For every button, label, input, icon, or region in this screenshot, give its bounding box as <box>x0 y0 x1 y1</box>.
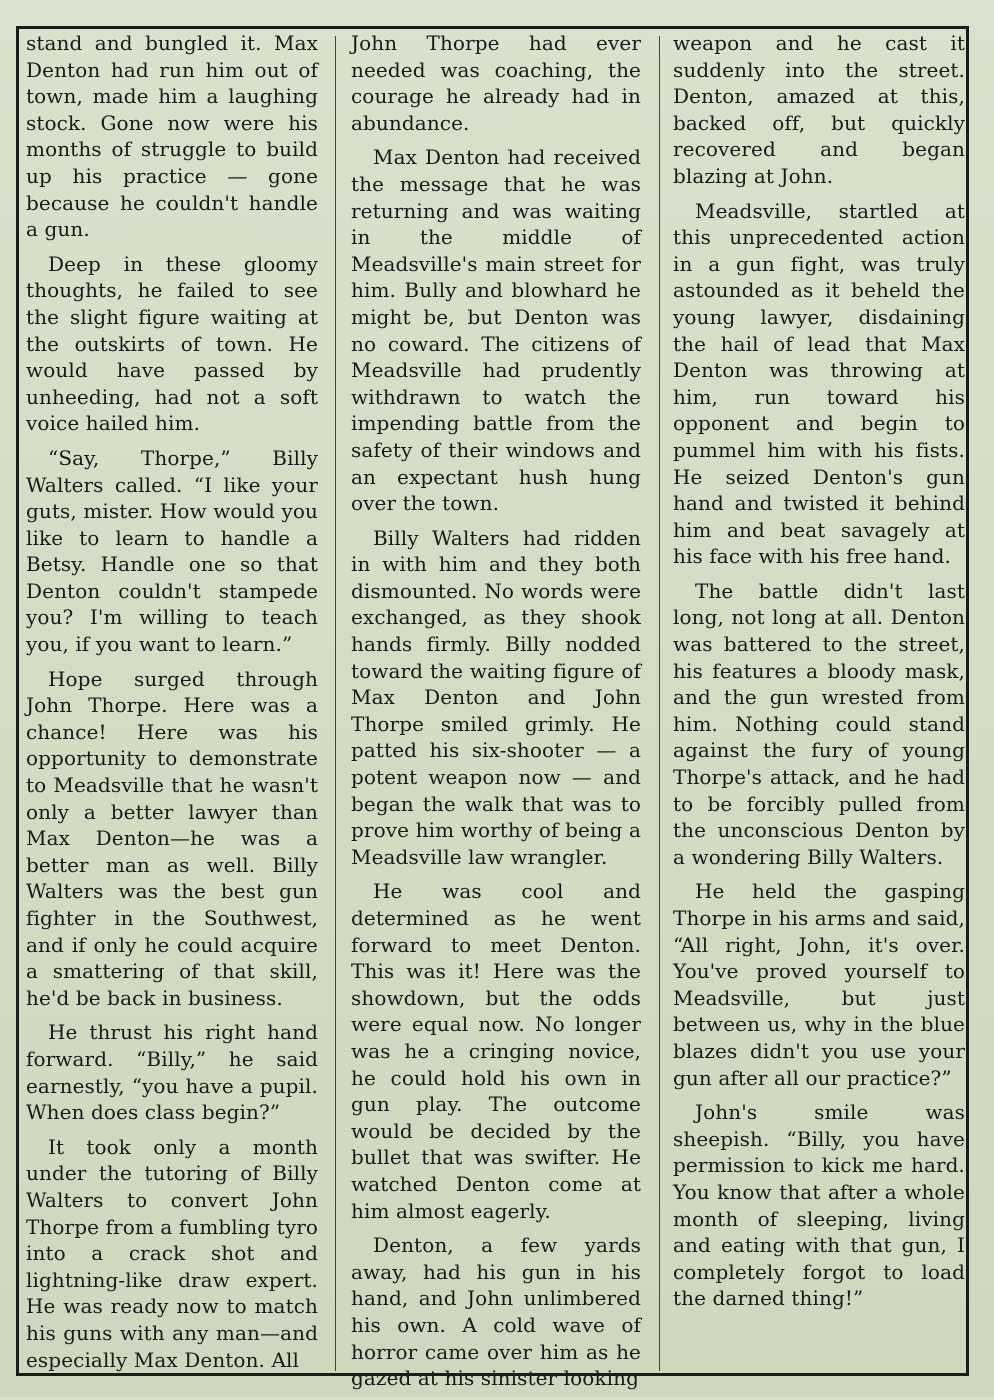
paragraph: He was cool and determined as he went forward to meet Denton. This was it! Here was the showdown, but the odds were equal now. No longer was he a cringing novice, he could hold his own in gun play. The outcome would be decided by the bullet that was swifter. He watched Denton come at him almost eagerly. <box>351 879 641 1223</box>
paragraph: He held the gasping Thorpe in his arms and said, “All right, John, it's over. You've proved yourself to Meadsville, but just between us, why in the blue blazes didn't you use your gun after all our practice?” <box>673 879 965 1090</box>
text-column-3 <box>673 30 965 1320</box>
paragraph: stand and bungled it. Max Denton had run him out of town, made him a laughing stock. Gone now were his months of struggle to build up his practice — gone because he couldn't handle a gun. <box>26 31 318 242</box>
paragraph: Billy Walters had ridden in with him and they both dismounted. No words were exchanged, as they shook hands firmly. Billy nodded toward the waiting figure of Max Denton and John Thorpe smiled grimly. He patted his six-shooter — a potent weapon now — and began the walk that was to prove him worthy of being a Meadsville law wrangler. <box>351 525 641 869</box>
paragraph: Denton, a few yards away, had his gun in his hand, and John unlimbered his own. A cold wave of horror came over him as he gazed at his sinister looking <box>351 1233 641 1391</box>
paragraph: He thrust his right hand forward. “Billy,” he said earnestly, “you have a pupil. When does class begin?” <box>26 1020 318 1125</box>
paragraph: Meadsville, startled at this unprecedented action in a gun fight, was truly astounded as it beheld the young lawyer, disdaining the hail of lead that Max Denton was throwing at him, run toward his opponent and begin to pummel him with his fists. He seized Denton's gun hand and twisted it behind him and beat savagely at his face with his free hand. <box>673 198 965 569</box>
paragraph: It took only a month under the tutoring of Billy Walters to convert John Thorpe from a fumbling tyro into a crack shot and lightning-like draw expert. He was ready now to match his guns with any man—and especially Max Denton. All <box>26 1134 318 1372</box>
paragraph: Max Denton had received the message that he was returning and was waiting in the middle of Meadsville's main street for him. Bully and blowhard he might be, but Denton was no coward. The citizens of Meadsville had prudently withdrawn to watch the impending battle from the safety of their windows and an expectant hush hung over the town. <box>351 145 641 516</box>
paragraph: John Thorpe had ever needed was coaching, the courage he already had in abundance. <box>351 31 641 135</box>
paragraph: Hope surged through John Thorpe. Here was a chance! Here was his opportunity to demonstrate to Meadsville that he wasn't only a better lawyer than Max Denton—he was a better man as well. Billy Walters was the best gun fighter in the Southwest, and if only he could acquire a smattering of that skill, he'd be back in business. <box>26 666 318 1010</box>
text-column-1 <box>26 30 318 1381</box>
column-divider <box>335 36 336 1371</box>
paragraph: The battle didn't last long, not long at all. Denton was battered to the street, his features a bloody mask, and the gun wrested from him. Nothing could stand against the fury of young Thorpe's attack, and he had to be forcibly pulled from the unconscious Denton by a wondering Billy Walters. <box>673 578 965 869</box>
paragraph: John's smile was sheepish. “Billy, you have permission to kick me hard. You know that after a whole month of sleeping, living and eating with that gun, I completely forgot to load the darned thing!” <box>673 1100 965 1311</box>
paragraph: Deep in these gloomy thoughts, he failed to see the slight figure waiting at the outskirts of town. He would have passed by unheeding, had not a soft voice hailed him. <box>26 251 318 436</box>
text-column-2 <box>351 30 641 1400</box>
paragraph: weapon and he cast it suddenly into the street. Denton, amazed at this, backed off, but quickly recovered and began blazing at John. <box>673 31 965 188</box>
paragraph: “Say, Thorpe,” Billy Walters called. “I like your guts, mister. How would you like to learn to handle a Betsy. Handle one so that Denton couldn't stampede you? I'm willing to teach you, if you want to learn.” <box>26 445 318 657</box>
column-divider <box>659 36 660 1371</box>
